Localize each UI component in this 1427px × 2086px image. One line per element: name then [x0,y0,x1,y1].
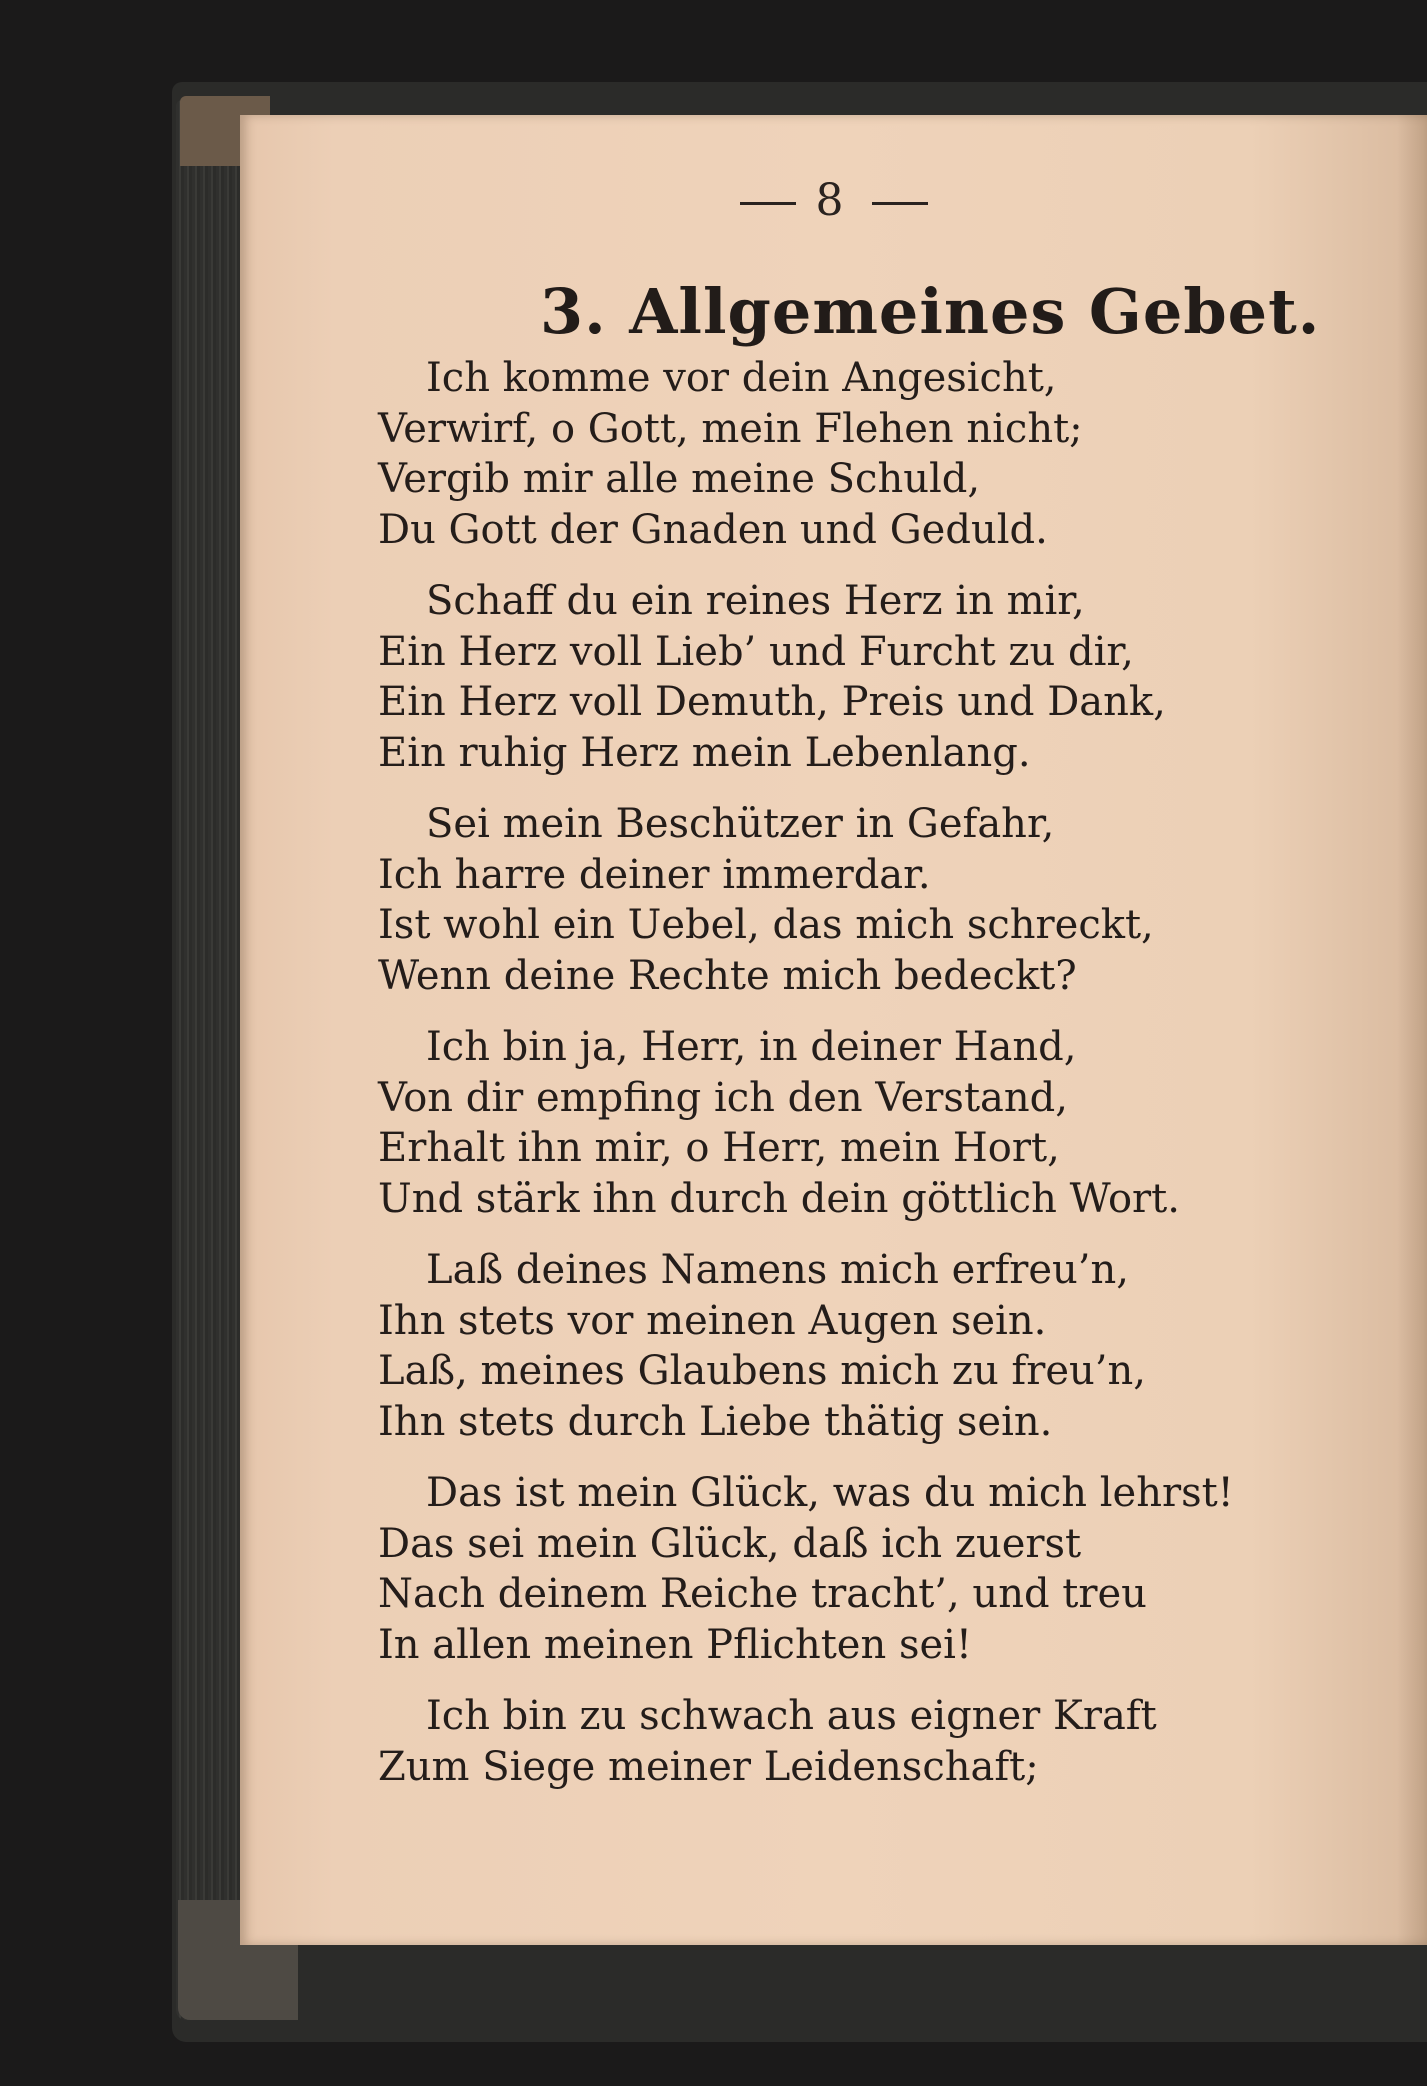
stanza [378,1245,1378,1447]
page-edge-shadow [1397,115,1427,1945]
verse-line: Nach deinem Reiche tracht’, und treu [378,1571,1147,1617]
verse-line: Zum Siege meiner Leidenschaft; [378,1743,1039,1790]
page-number-header [240,175,1427,226]
verse-line: Ihn stets durch Liebe thätig sein. [378,1398,1053,1445]
verse-line: Ist wohl ein Uebel, das mich schreckt, [378,902,1154,948]
verse-line: Verwirf, o Gott, mein Flehen nicht; [378,405,1083,452]
verse-line: Das ist mein Glück, was du mich lehrst! [426,1470,1234,1516]
verse-line: Erhalt ihn mir, o Herr, mein Hort, [378,1125,1060,1171]
verse-line: In allen meinen Pflichten sei! [378,1621,973,1668]
dash-right [872,202,928,205]
verse-line: Sei mein Beschützer in Gefahr, [426,801,1055,847]
verse-line: Und stärk ihn durch dein göttlich Wort. [378,1175,1180,1222]
stanza [378,576,1378,778]
verse-line: Von dir empfing ich den Verstand, [378,1074,1068,1121]
verse-line: Du Gott der Gnaden und Geduld. [378,506,1048,553]
verse-line: Ihn stets vor meinen Augen sein. [378,1297,1047,1344]
verse-line: Das sei mein Glück, daß ich zuerst [378,1520,1082,1567]
stanza [378,1468,1378,1670]
dash-left [740,202,796,205]
verse-line: Laß, meines Glaubens mich zu freu’n, [378,1348,1146,1394]
page-title: 3. Allgemeines Gebet. [540,275,1321,348]
verse-line: Ich komme vor dein Angesicht, [426,355,1057,401]
page-number: 8 [815,175,852,226]
verse-line: Laß deines Namens mich erfreu’n, [426,1247,1129,1293]
stanza [378,1022,1378,1224]
poem-body [378,353,1378,1813]
book-page [240,115,1427,1945]
verse-line: Ich harre deiner immerdar. [378,851,931,898]
verse-line: Vergib mir alle meine Schuld, [378,456,981,502]
stanza [378,353,1378,555]
verse-line: Ich bin ja, Herr, in deiner Hand, [426,1024,1077,1070]
stanza [378,799,1378,1001]
verse-line: Wenn deine Rechte mich bedeckt? [378,952,1077,999]
stanza [378,1691,1378,1792]
book-spine-edge [176,100,246,2020]
verse-line: Ein Herz voll Lieb’ und Furcht zu dir, [378,628,1134,675]
verse-line: Ein Herz voll Demuth, Preis und Dank, [378,679,1166,725]
verse-line: Ein ruhig Herz mein Lebenlang. [378,729,1031,776]
verse-line: Schaff du ein reines Herz in mir, [426,578,1085,624]
verse-line: Ich bin zu schwach aus eigner Kraft [426,1693,1157,1739]
